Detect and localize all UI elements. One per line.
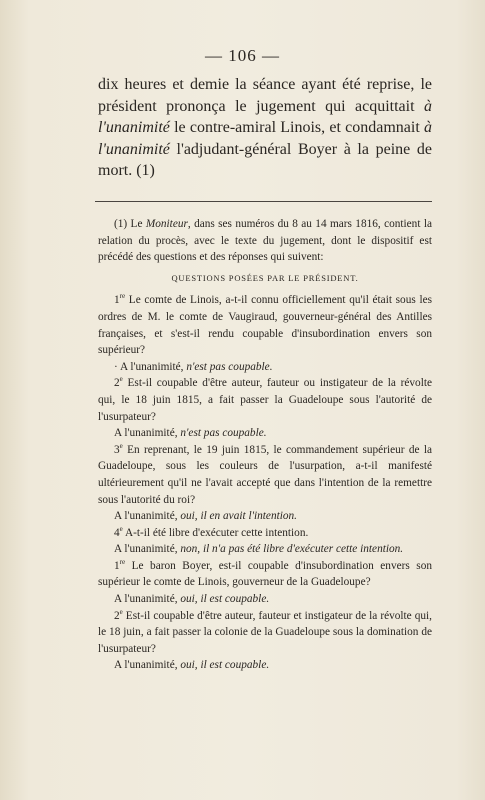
ordinal-suffix: e [119, 607, 123, 616]
main-line-3-italic: l'unanimité [98, 119, 170, 136]
question-text: A-t-il été libre d'exécuter cette intention. [122, 526, 309, 539]
question-4 [98, 525, 432, 542]
main-line-2: le président prononça le jugement qui acquittait [98, 76, 433, 115]
answer-prefix: A l'unanimité, [114, 659, 181, 672]
answer-prefix: A l'unanimité, [114, 543, 181, 556]
answer-4 [98, 541, 432, 558]
main-text [98, 74, 432, 182]
questions-heading: QUESTIONS POSÉES PAR LE PRÉSIDENT. [171, 272, 359, 283]
question-1 [98, 292, 432, 358]
main-line-5: de mort. (1) [98, 140, 432, 179]
ordinal-suffix: re [119, 558, 126, 567]
footnote-divider [95, 201, 432, 202]
footnote-intro-rest: , dans ses numéros du 8 au 14 mars 1816, contient la relation du procès, avec le texte du jugement, dont le dispositif est précédé des questions et des réponses qui suivent: [98, 218, 432, 264]
question-number: 1 [114, 294, 120, 307]
question-6 [98, 608, 432, 658]
footnote-intro-text: (1) Le [114, 218, 146, 230]
page-number: — 106 — [205, 46, 280, 65]
question-number: 1 [114, 559, 120, 572]
answer-1 [98, 359, 432, 376]
main-line-4-italic: à l'unanimité [98, 119, 433, 158]
answer-2 [98, 425, 432, 442]
ordinal-suffix: e [119, 441, 123, 450]
answer-verdict: oui, il en avait l'intention. [180, 510, 297, 523]
ordinal-suffix: e [119, 375, 123, 384]
answer-6 [98, 657, 432, 674]
question-text: Est-il coupable d'être auteur, fauteur et instigateur de la révolte qui, le 18 juin, a fait passer la colonie de la Guadeloupe sous la domination de l'usurpateur? [98, 609, 432, 655]
answer-verdict: n'est pas coupable. [186, 360, 273, 373]
answer-verdict: oui, il est coupable. [180, 593, 270, 606]
main-line-3: le contre-amiral Linois, et condamnait [169, 119, 420, 136]
question-text: En reprenant, le 19 juin 1815, le commandement supérieur de la Guadeloupe, sous les couleurs de l'usurpation, a-t-il manifesté ultérieurement qu'il ne l'avait accepté que dans l'intention de la remettre sous l'autorité du roi? [98, 443, 432, 506]
answer-prefix: · A l'unanimité, [114, 360, 187, 373]
answer-verdict: n'est pas coupable. [180, 427, 267, 440]
main-line-4: l'adjudant-général Boyer à la peine [169, 140, 411, 158]
question-text: Le comte de Linois, a-t-il connu officiellement qu'il était sous les ordres de M. le comte de Vaugiraud, gouverneur-général des Antilles françaises, et s'est-il rendu coupable d'insubordination envers son supérieur? [98, 294, 432, 357]
main-line-1: dix heures et demie la séance ayant été reprise, [98, 76, 415, 93]
ordinal-suffix: re [119, 292, 126, 301]
question-number: 4 [114, 526, 120, 539]
question-number: 3 [114, 443, 120, 456]
question-text: Est-il coupable d'être auteur, fauteur ou instigateur de la révolte qui, le 18 juin 1815, a fait passer la Guadeloupe sous l'autorité de l'usurpateur? [98, 377, 432, 423]
question-2 [98, 375, 432, 425]
answer-prefix: A l'unanimité, [114, 427, 181, 440]
question-number: 2 [114, 377, 120, 390]
question-number: 2 [114, 609, 120, 622]
answer-3 [98, 508, 432, 525]
answer-prefix: A l'unanimité, [114, 510, 181, 523]
footnote-intro [98, 216, 432, 266]
answer-5 [98, 591, 432, 608]
moniteur-title: Moniteur [145, 218, 188, 230]
main-line-2-italic: à [424, 97, 432, 115]
answer-verdict: oui, il est coupable. [180, 659, 270, 672]
ordinal-suffix: e [119, 524, 123, 533]
footnote [98, 216, 432, 674]
question-text: Le baron Boyer, est-il coupable d'insubordination envers son supérieur le comte de Linois, gouverneur de la Guadeloupe? [98, 559, 432, 589]
answer-prefix: A l'unanimité, [114, 593, 181, 606]
main-paragraph [98, 74, 432, 182]
answer-verdict: non, il n'a pas été libre d'exécuter cette intention. [180, 543, 404, 556]
question-3 [98, 442, 432, 508]
question-5 [98, 558, 432, 591]
